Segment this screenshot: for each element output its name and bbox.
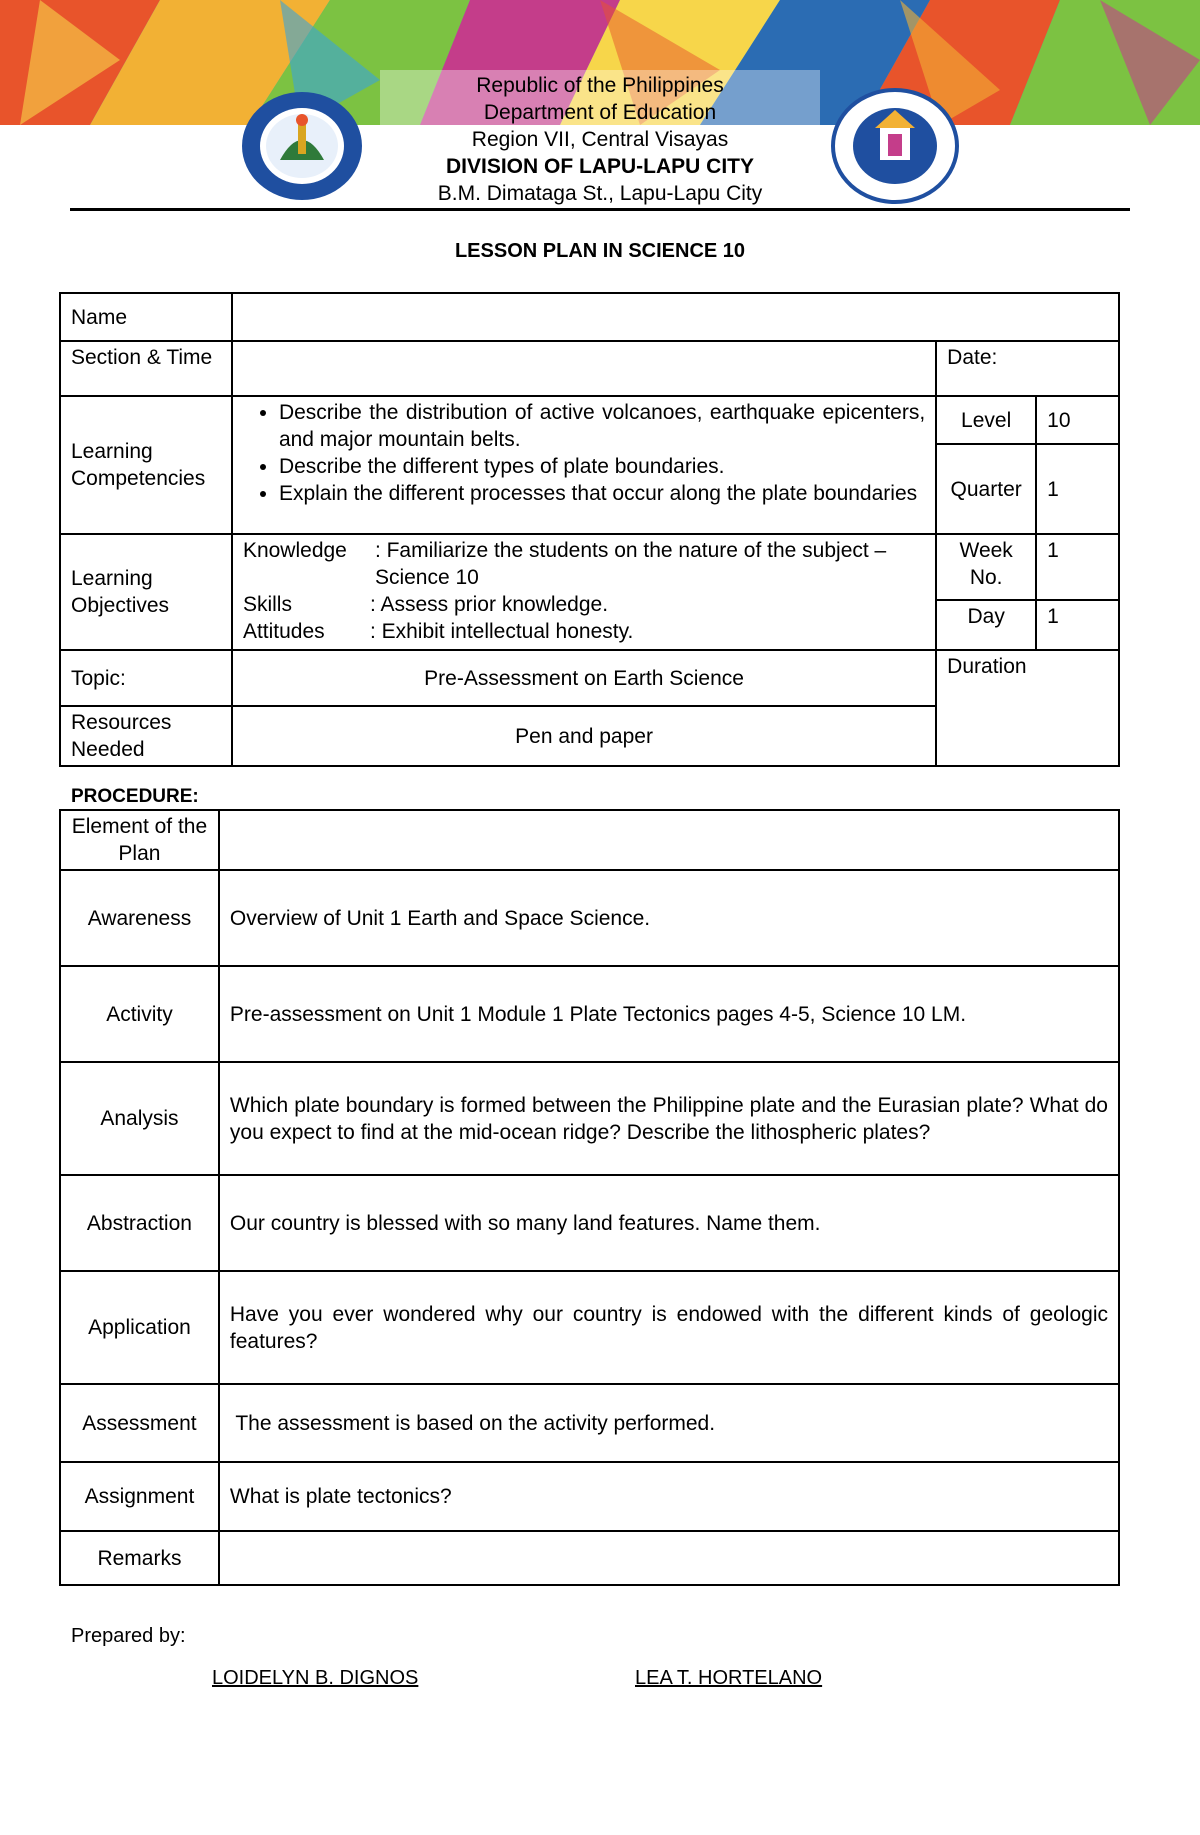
division-seal-logo bbox=[240, 90, 364, 202]
skills-label: Skills bbox=[242, 593, 292, 616]
name-value bbox=[232, 293, 1119, 341]
procedure-element: Application bbox=[60, 1271, 219, 1384]
header-divider bbox=[70, 208, 1130, 211]
competencies-list bbox=[232, 396, 936, 534]
procedure-element: Element of the Plan bbox=[60, 810, 219, 870]
skills-value: : Assess prior knowledge. bbox=[369, 593, 609, 616]
resources-value: Pen and paper bbox=[232, 706, 936, 766]
address-text: B.M. Dimataga St., Lapu-Lapu City bbox=[437, 182, 763, 205]
knowledge-label: Knowledge bbox=[242, 539, 347, 562]
week-label: Week No. bbox=[936, 534, 1036, 600]
level-value: 10 bbox=[1036, 396, 1119, 444]
division-text: DIVISION OF LAPU-LAPU CITY bbox=[445, 155, 754, 178]
procedure-element: Analysis bbox=[60, 1062, 219, 1175]
section-label: Section & Time bbox=[60, 341, 232, 396]
competency-item: • Explain the different processes that occur along the plate boundaries bbox=[279, 480, 925, 507]
competency-item: • Describe the different types of plate boundaries. bbox=[279, 453, 925, 480]
date-label: Date: bbox=[936, 341, 1119, 396]
republic-text: Republic of the Philippines bbox=[476, 74, 724, 97]
resources-label: Resources Needed bbox=[60, 706, 232, 766]
department-text: Department of Education bbox=[483, 101, 717, 124]
topic-value: Pre-Assessment on Earth Science bbox=[232, 650, 936, 706]
signatory-name: LEA T. HORTELANO bbox=[635, 1667, 823, 1689]
day-value: 1 bbox=[1036, 600, 1119, 650]
lesson-plan-title: LESSON PLAN IN SCIENCE 10 bbox=[454, 240, 746, 262]
objectives-label: Learning Objectives bbox=[60, 534, 232, 650]
attitudes-label: Attitudes bbox=[242, 620, 325, 643]
competency-item: • Describe the distribution of active volcanoes, earthquake epicenters, and major mountain belts. bbox=[279, 399, 925, 453]
region-text: Region VII, Central Visayas bbox=[471, 128, 729, 151]
procedure-text: Our country is blessed with so many land features. Name them. bbox=[219, 1175, 1119, 1271]
procedure-text: Which plate boundary is formed between the Philippine plate and the Eurasian plate? What do you expect to find at the mid-ocean ridge? Describe the lithospheric plates? bbox=[219, 1062, 1119, 1175]
procedure-text bbox=[219, 810, 1119, 870]
prepared-by-label: Prepared by: bbox=[71, 1625, 186, 1647]
procedure-heading: PROCEDURE: bbox=[71, 786, 199, 807]
procedure-element: Assessment bbox=[60, 1384, 219, 1462]
signatory-name: LOIDELYN B. DIGNOS bbox=[212, 1667, 419, 1689]
procedure-element: Abstraction bbox=[60, 1175, 219, 1271]
procedure-text: Overview of Unit 1 Earth and Space Science. bbox=[219, 870, 1119, 966]
duration-label: Duration bbox=[936, 650, 1119, 766]
header-text bbox=[350, 72, 850, 207]
week-value: 1 bbox=[1036, 534, 1119, 600]
procedure-text: What is plate tectonics? bbox=[219, 1462, 1119, 1531]
lesson-info-table bbox=[59, 292, 1120, 767]
level-label: Level bbox=[936, 396, 1036, 444]
procedure-text: Pre-assessment on Unit 1 Module 1 Plate Tectonics pages 4-5, Science 10 LM. bbox=[219, 966, 1119, 1062]
procedure-text: The assessment is based on the activity performed. bbox=[219, 1384, 1119, 1462]
attitudes-value: : Exhibit intellectual honesty. bbox=[369, 620, 634, 643]
topic-label: Topic: bbox=[60, 650, 232, 706]
procedure-label: PROCEDURE bbox=[71, 786, 193, 807]
procedure-element: Awareness bbox=[60, 870, 219, 966]
procedure-text bbox=[219, 1531, 1119, 1585]
name-label: Name bbox=[60, 293, 232, 341]
procedure-element: Activity bbox=[60, 966, 219, 1062]
competencies-label: Learning Competencies bbox=[60, 396, 232, 534]
knowledge-value: : Familiarize the students on the nature of the subject –Science 10 bbox=[374, 539, 887, 589]
procedure-table bbox=[59, 809, 1120, 1586]
day-label: Day bbox=[936, 600, 1036, 650]
procedure-element: Remarks bbox=[60, 1531, 219, 1585]
quarter-value: 1 bbox=[1036, 444, 1119, 534]
section-value bbox=[232, 341, 936, 396]
procedure-element: Assignment bbox=[60, 1462, 219, 1531]
procedure-text: Have you ever wondered why our country is endowed with the different kinds of geologic features? bbox=[219, 1271, 1119, 1384]
quarter-label: Quarter bbox=[936, 444, 1036, 534]
objectives-content bbox=[232, 534, 936, 650]
